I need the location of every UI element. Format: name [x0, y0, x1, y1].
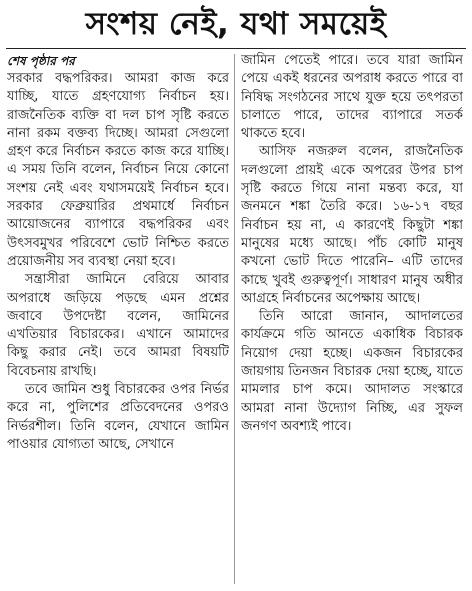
continuation-kicker: শেষ পৃষ্ঠার পর [7, 54, 75, 68]
column-divider [234, 54, 235, 584]
paragraph: তিনি আরো জানান, আদালতের কার্যক্রমে গতি আনতে একাধিক বিচারক নিয়োগ দেয়া হচ্ছে। একজন বিচারকের জায়গায় তিনজন বিচারক দেয়া হচ্ছে, যাতে মামলার চাপ কমে। আদালত সংস্কারে আমরা নানা উদ্যোগ নিচ্ছি, এর সুফল জনগণ অবশ্যই পাবে। [241, 309, 463, 434]
paragraph: সরকার বদ্ধপরিকর। আমরা কাজ করে যাচ্ছি, যাতে গ্রহণযোগ্য নির্বাচন হয়। রাজনৈতিক ব্যক্তি বা দল চাপ সৃষ্টি করতে নানা রকম বক্তব্য দিচ্ছে। আমরা সেগুলো গ্রহণ করে নির্বাচন করতে কাজ করে যাচ্ছি। এ সময় তিনি বলেন, নির্বাচন নিয়ে কোনো সংশয় নেই এবং যথাসময়েই নির্বাচন হবে। সরকার ফেব্রুয়ারির প্রথমার্ধে নির্বাচন আয়োজনের ব্যাপারে বদ্ধপরিকর এবং উৎসবমুখর পরিবেশে ভোট নিশ্চিত করতে প্রয়োজনীয় সব ব্যবস্থা নেয়া হবে। [7, 71, 229, 269]
headline-rule [6, 48, 466, 49]
paragraph: আসিফ নজরুল বলেন, রাজনৈতিক দলগুলো প্রায়ই একে অপরের উপর চাপ সৃষ্টি করতে গিয়ে নানা মন্তব্য করে, যা জনমনে শঙ্কা তৈরি করে। ১৬-১৭ বছর নির্বাচন হয় না, এ কারণেই কিছুটা শঙ্কা মানুষের মধ্যে আছে। পাঁচ কোটি মানুষ কখনো ভোট দিতে পারেনি– এটি তাদের কাছে খুবই গুরুত্বপূর্ণ। সাধারণ মানুষ অধীর আগ্রহে নির্বাচনের অপেক্ষায় আছে। [241, 144, 463, 306]
article-column-left [7, 52, 229, 588]
headline: সংশয় নেই, যথা সময়েই [85, 6, 387, 42]
paragraph: তবে জামিন শুধু বিচারকের ওপর নির্ভর করে না, পুলিশের প্রতিবেদনের ওপরও নির্ভরশীল। তিনি বলেন, যেখানে জামিন পাওয়ার যোগ্যতা আছে, সেখানে [7, 382, 229, 452]
paragraph: জামিন পেতেই পারে। তবে যারা জামিন পেয়ে একই ধরনের অপরাধ করতে পারে বা নিষিদ্ধ সংগঠনের সাথে যুক্ত হয়ে তৎপরতা চালাতে পারে, তাদের ব্যাপারে সতর্ক থাকতে হবে। [241, 53, 463, 142]
article-column-right [241, 52, 463, 588]
paragraph: সন্ত্রাসীরা জামিনে বেরিয়ে আবার অপরাধে জড়িয়ে পড়ছে এমন প্রশ্নের জবাবে উপদেষ্টা বলেন, জামিনের এখতিয়ার বিচারকের। এখানে আমাদের কিছু করার নেই। তবে আমরা বিষয়টি বিবেচনায় রাখছি। [7, 272, 229, 379]
